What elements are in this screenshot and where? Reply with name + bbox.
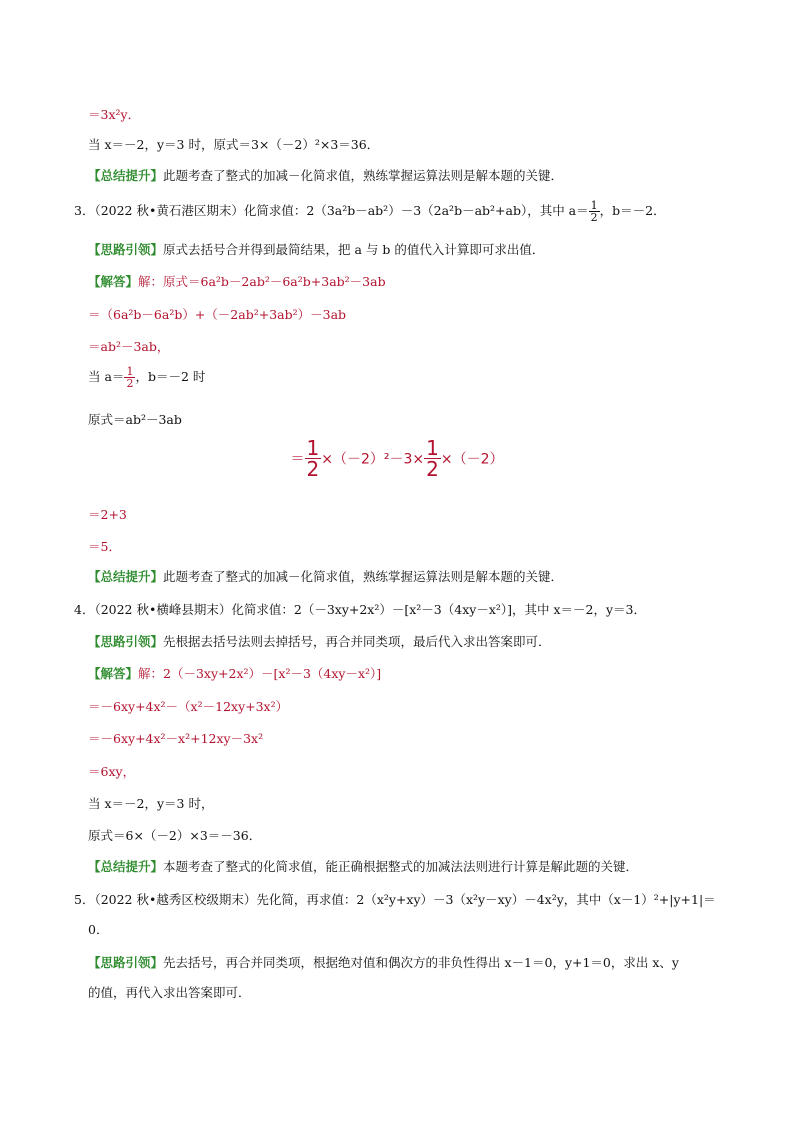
summary-line: 【总结提升】此题考查了整式的加减－化简求值，熟练掌握运算法则是解本题的关键．	[88, 569, 564, 584]
condition-line: 当 x＝－2，y＝3 时，	[88, 796, 214, 811]
hint-line-continued: 的值，再代入求出答案即可．	[88, 985, 251, 1000]
question-3: 3．（2022 秋•黄石港区期末）化简求值：2（3a²b－ab²）－3（2a²b－ab²+ab），其中 a＝ $\frac{1}{2}$ ，b＝－2．	[74, 199, 666, 224]
condition-line: 当 a＝ $\frac{1}{2}$ ，b＝－2 时	[88, 365, 206, 390]
display-equation: ＝ $\frac{1}{2}$ ×（－2）²－3× $\frac{1}{2}$ ×（－2）	[290, 436, 504, 481]
summary-line: 【总结提升】本题考查了整式的化简求值，能正确根据整式的加减法法则进行计算是解此题的关键．	[88, 859, 639, 874]
step-line: ＝2+3	[88, 507, 127, 522]
step-result: ＝3x²y．	[88, 107, 141, 122]
question-5: 5．（2022 秋•越秀区校级期末）先化简，再求值：2（x²y+xy）－3（x²y－xy）－4x²y，其中（x－1）²+|y+1|＝	[74, 892, 716, 907]
summary-line: 【总结提升】此题考查了整式的加减－化简求值，熟练掌握运算法则是解本题的关键．	[88, 168, 564, 183]
step-line: ＝（6a²b－6a²b）+（－2ab²+3ab²）－3ab	[88, 307, 347, 322]
hint-line: 【思路引领】原式去括号合并得到最简结果，把 a 与 b 的值代入计算即可求出值．	[88, 242, 545, 257]
question-4: 4．（2022 秋•横峰县期末）化简求值：2（－3xy+2x²）－[x²－3（4xy－x²）]，其中 x＝－2，y＝3．	[74, 602, 646, 617]
hint-line: 【思路引领】先去括号，再合并同类项，根据绝对值和偶次方的非负性得出 x－1＝0，y+1＝0，求出 x、y	[88, 955, 679, 970]
step-line: ＝6xy，	[88, 764, 136, 779]
fraction-half: $\frac{1}{2}$	[126, 365, 134, 390]
result-line: 原式＝6×（－2）×3＝－36．	[88, 828, 262, 843]
answer-line: 【解答】解：原式＝6a²b－2ab²－6a²b+3ab²－3ab	[88, 274, 386, 289]
answer-line: 【解答】解：2（－3xy+2x²）－[x²－3（4xy－x²）]	[88, 666, 382, 681]
expression-line: 原式＝ab²－3ab	[88, 412, 182, 427]
fraction-half: $\frac{1}{2}$	[306, 436, 320, 481]
fraction-half: $\frac{1}{2}$	[426, 436, 439, 481]
fraction-half: $\frac{1}{2}$	[590, 199, 598, 224]
step-line: ＝ab²－3ab，	[88, 339, 170, 354]
step-line: ＝5．	[88, 539, 121, 554]
step-line: ＝－6xy+4x²－x²+12xy－3x²	[88, 731, 264, 746]
hint-line: 【思路引领】先根据去括号法则去掉括号，再合并同类项，最后代入求出答案即可．	[88, 634, 551, 649]
question-5-continued: 0．	[88, 922, 109, 937]
step-line: ＝－6xy+4x²－（x²－12xy+3x²）	[88, 699, 289, 714]
substitution-line: 当 x＝－2，y＝3 时，原式＝3×（－2）²×3＝36．	[88, 137, 380, 152]
